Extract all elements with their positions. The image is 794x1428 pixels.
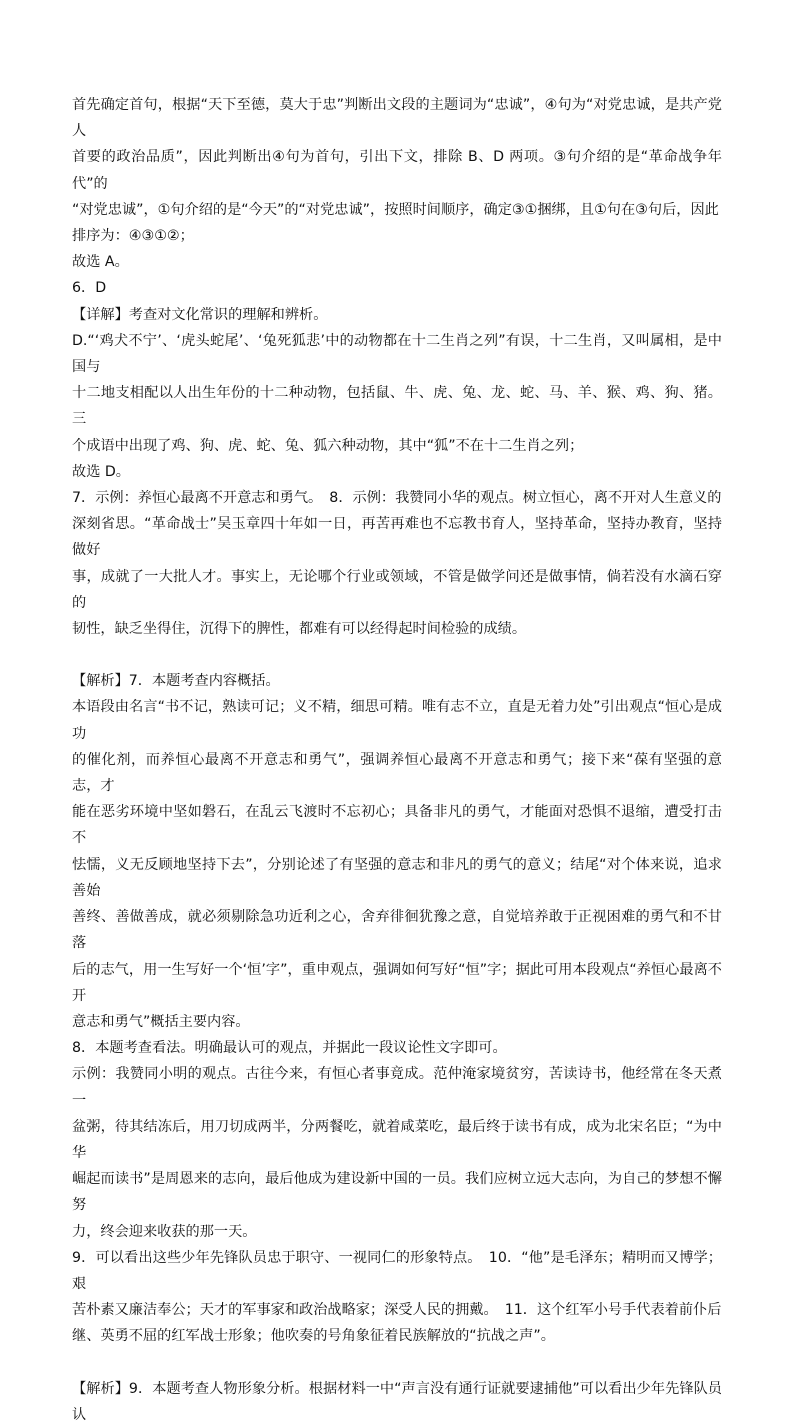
text-line: 首先确定首句，根据“天下至德，莫大于忠”判断出文段的主题词为“忠诚”，④句为“对党忠诚，是共产党人 [72,97,722,140]
answer-9-11: 9．可以看出这些少年先锋队员忠于职守、一视同仁的形象特点。 10．“他”是毛泽东；精明而又博学；艰 [72,1249,722,1292]
analysis-7-heading: 【解析】7．本题考查内容概括。 [72,673,280,690]
document-page [72,92,722,1428]
analysis-8-heading: 8．本题考查看法。明确最认可的观点，并据此一段议论性文字即可。 [72,1040,507,1057]
text-line: “对党忠诚”，①句介绍的是“今天”的“对党忠诚”，按照时间顺序，确定③①捆绑，且①句在③句后，因此 [72,201,719,218]
text-line: 深刻省思。“革命战士”吴玉章四十年如一日，再苦再难也不忘教书育人，坚持革命，坚持办教育，坚持做好 [72,516,722,559]
answer-6: 6．D [72,280,107,297]
text-line: 故选 D。 [72,463,130,480]
text-line: 事，成就了一大批人才。事实上，无论哪个行业或领域，不管是做学问还是做事情，倘若没有水滴石穿的 [72,568,722,611]
text-line: 本语段由名言“书不记，熟读可记；义不精，细思可精。唯有志不立，直是无着力处”引出观点“恒心是成功 [72,699,722,742]
text-line: 崛起而读书”是周恩来的志向，最后他成为建设新中国的一员。我们应树立远大志向，为自己的梦想不懈努 [72,1171,722,1214]
text-line: 个成语中出现了鸡、狗、虎、蛇、兔、狐六种动物，其中“狐”不在十二生肖之列； [72,437,584,454]
text-line: 盆粥，待其结冻后，用刀切成两半，分两餐吃，就着咸菜吃，最后终于读书有成，成为北宋名臣；“为中华 [72,1118,722,1161]
blank-line [72,1350,722,1376]
text-line: 能在恶劣环境中坚如磐石，在乱云飞渡时不忘初心；具备非凡的勇气，才能面对恐惧不退缩，遭受打击不 [72,804,722,847]
text-line: 的催化剂，而养恒心最离不开意志和勇气”，强调养恒心最离不开意志和勇气；接下来“葆有坚强的意志，才 [72,751,722,795]
text-line: 十二地支相配以人出生年份的十二种动物，包括鼠、牛、虎、兔、龙、蛇、马、羊、猴、鸡、狗、猪。三 [72,385,722,428]
text-line: 排序为：④③①②； [72,228,194,245]
text-line: 苦朴素又廉洁奉公；天才的军事家和政治战略家；深受人民的拥戴。 11．这个红军小号手代表着前仆后 [72,1302,722,1319]
answer-7-8: 7．示例：养恒心最离不开意志和勇气。 8．示例：我赞同小华的观点。树立恒心，离不开对人生意义的 [72,490,722,507]
text-line: 怯懦，义无反顾地坚持下去”，分别论述了有坚强的意志和非凡的勇气的意义；结尾“对个体来说，追求善始 [72,856,722,899]
text-line: 后的志气，用一生写好一个‘恒’字”，重申观点，强调如何写好“恒”字；据此可用本段观点“养恒心最离不开 [72,961,722,1004]
text-line: D.“‘鸡犬不宁’、‘虎头蛇尾’、‘兔死狐悲’中的动物都在十二生肖之列”有误，十二生肖，又叫属相，是中国与 [72,332,722,376]
text-line: 力，终会迎来收获的那一天。 [72,1223,257,1240]
analysis-9-heading: 【解析】9．本题考查人物形象分析。根据材料一中“声言没有通行证就要逮捕他”可以看出少年先锋队员认 [72,1380,722,1423]
text-line: 善终、善做善成，就必须剔除急功近利之心，舍弃徘徊犹豫之意，自觉培养敢于正视困难的勇气和不甘落 [72,909,722,952]
blank-line [72,642,722,668]
text-line: 首要的政治品质”，因此判断出④句为首句，引出下文，排除 B、D 两项。③句介绍的是“革命战争年代”的 [72,149,722,192]
text-line: 继、英勇不屈的红军战士形象；他吹奏的号角象征着民族解放的“抗战之声”。 [72,1328,555,1345]
text-line: 韧性，缺乏坐得住，沉得下的脾性，都难有可以经得起时间检验的成绩。 [72,621,527,638]
text-line: 示例：我赞同小明的观点。古往今来，有恒心者事竟成。范仲淹家境贫穷，苦读诗书，他经常在冬天煮一 [72,1066,722,1109]
text-line: 意志和勇气”概括主要内容。 [72,1013,250,1030]
text-line: 【详解】考查对文化常识的理解和辨析。 [72,306,328,323]
text-line: 故选 A。 [72,254,129,271]
